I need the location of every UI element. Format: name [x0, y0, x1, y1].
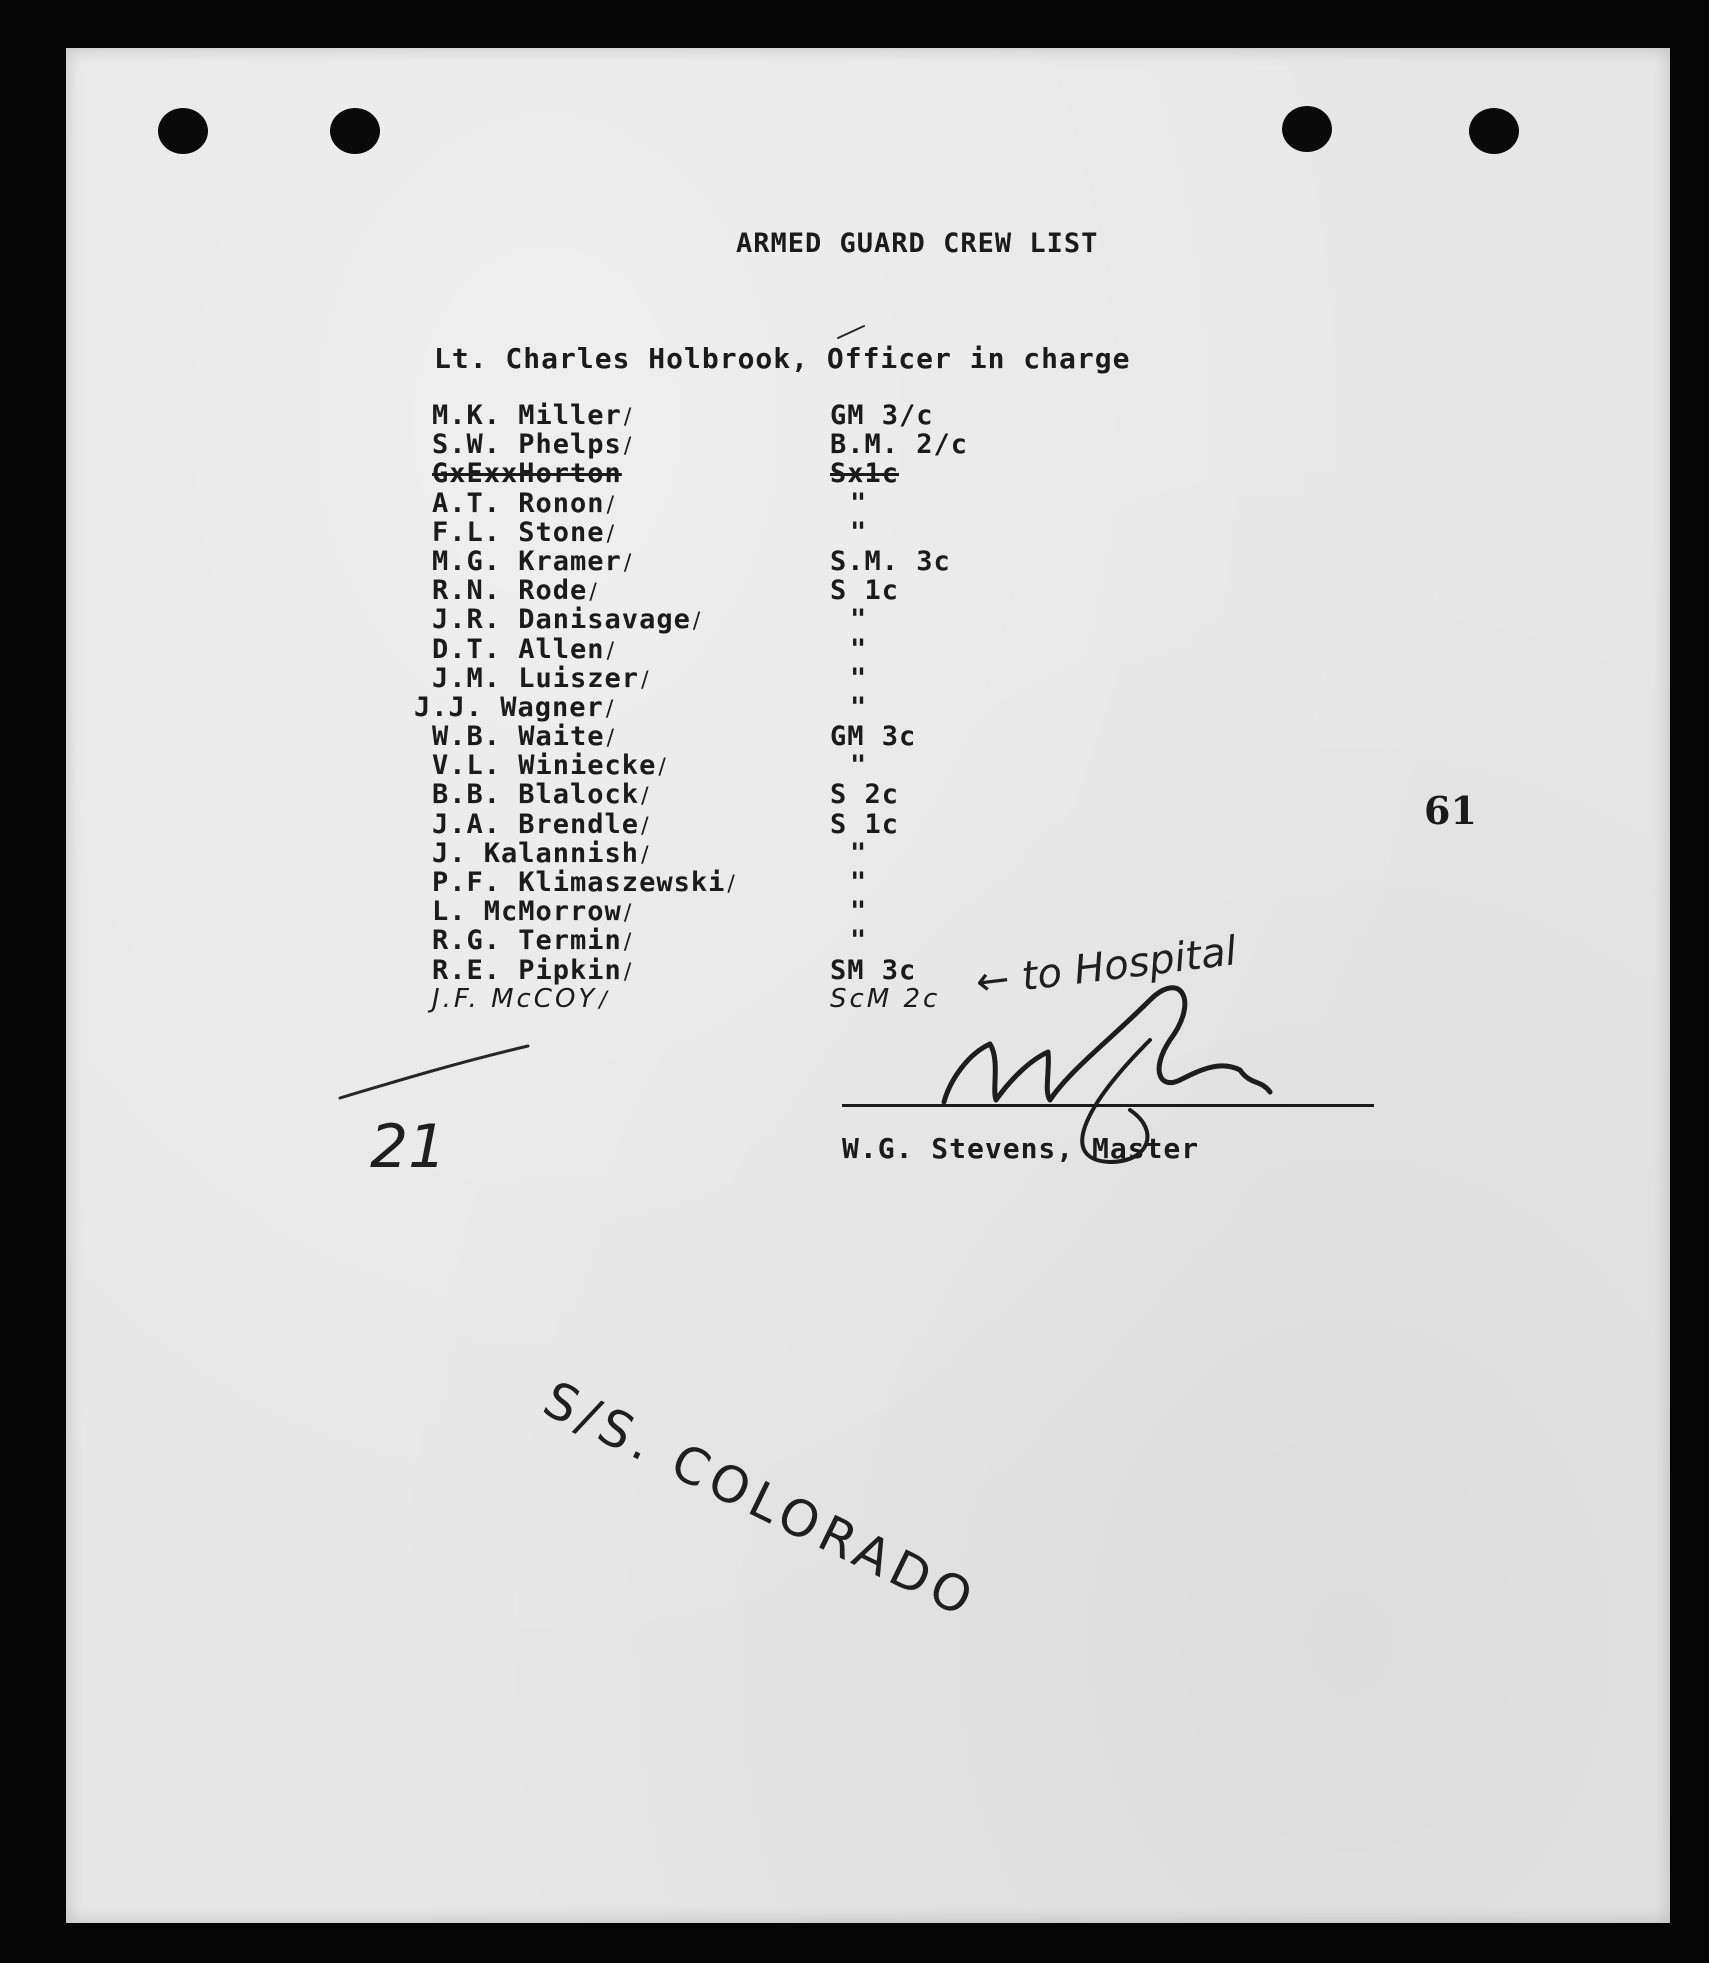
crew-rating: S 2c	[830, 779, 900, 811]
crew-rating: "	[850, 662, 868, 694]
crew-rating: "	[850, 691, 868, 723]
crew-name: A.T. Ronon/	[432, 487, 615, 519]
check-mark: /	[605, 696, 615, 722]
check-mark: /	[692, 609, 702, 635]
crew-rating: "	[850, 633, 868, 665]
punch-hole	[158, 108, 208, 154]
crew-rating: "	[850, 837, 868, 869]
crew-name: J.A. Brendle/	[432, 808, 650, 840]
crew-rating: "	[850, 896, 868, 928]
crew-name: GxExxHorton	[432, 458, 622, 490]
crew-name: R.E. Pipkin/	[432, 954, 633, 986]
check-mark: /	[658, 755, 667, 781]
crew-name: F.L. Stone/	[432, 516, 615, 548]
crew-rating: "	[850, 604, 868, 636]
crew-rating: GM 3c	[830, 721, 917, 753]
master-line: W.G. Stevens, Master	[842, 1132, 1200, 1165]
crew-rating: GM 3/c	[830, 400, 934, 431]
crew-rating: "	[850, 867, 868, 898]
crew-name: J.J. Wagner/	[414, 691, 615, 723]
crew-name: S.W. Phelps/	[432, 429, 633, 461]
crew-rating: ScM 2c	[830, 983, 941, 1014]
crew-rating: "	[850, 750, 868, 782]
crew-rating: S 1c	[830, 575, 900, 607]
crew-name: V.L. Winiecke/	[432, 750, 667, 782]
crew-name: P.F. Klimaszewski/	[432, 867, 736, 898]
crew-rating: "	[850, 487, 868, 519]
crew-name: W.B. Waite/	[432, 721, 615, 753]
crew-name: J. Kalannish/	[432, 837, 650, 869]
crew-name: J.R. Danisavage/	[432, 604, 702, 636]
crew-name: R.G. Termin/	[432, 925, 633, 957]
check-mark: /	[589, 580, 598, 606]
crew-name: D.T. Allen/	[432, 633, 615, 665]
check-mark: /	[623, 550, 633, 576]
crew-count-note: 21	[370, 1112, 447, 1182]
crew-name: R.N. Rode/	[432, 575, 598, 607]
crew-rating: Sx1c	[830, 458, 900, 490]
crew-name: B.B. Blalock/	[432, 779, 650, 811]
check-mark: /	[641, 813, 650, 839]
crew-name: M.K. Miller/	[432, 400, 633, 431]
page-number: 61	[1424, 788, 1477, 833]
check-mark: /	[606, 492, 615, 518]
hospital-note: ← to Hospital	[973, 928, 1240, 1006]
ship-name-note: S/S. COLORADO	[534, 1370, 987, 1631]
check-mark: /	[606, 521, 615, 547]
crew-rating: SM 3c	[830, 954, 917, 986]
crew-rating: B.M. 2/c	[830, 429, 969, 461]
officer-in-charge-line: Lt. Charles Holbrook, Officer in charge	[434, 342, 1131, 375]
punch-hole	[1469, 108, 1519, 154]
crew-rating: S.M. 3c	[830, 545, 951, 577]
check-mark: /	[623, 405, 633, 430]
check-mark: /	[641, 667, 650, 693]
crew-name: L. McMorrow/	[432, 896, 633, 928]
check-mark: /	[606, 638, 615, 664]
crew-rating: S 1c	[830, 808, 900, 840]
check-mark: /	[623, 959, 633, 985]
check-mark: /	[641, 842, 650, 868]
check-mark: /	[641, 784, 650, 810]
punch-hole	[330, 108, 380, 154]
crew-rating: "	[850, 516, 868, 548]
check-mark: /	[623, 901, 633, 927]
crew-name: J.M. Luiszer/	[432, 662, 650, 694]
check-mark: /	[623, 434, 633, 460]
check-mark: /	[606, 726, 615, 752]
crew-name: J.F. McCOY/	[432, 983, 610, 1014]
check-mark: /	[623, 930, 633, 956]
check-mark: /	[727, 872, 736, 897]
document-title: ARMED GUARD CREW LIST	[736, 228, 1099, 259]
crew-rating: "	[850, 925, 868, 957]
punch-hole	[1282, 106, 1332, 152]
signature-line	[842, 1104, 1374, 1107]
check-mark: /	[599, 987, 610, 1013]
crew-name: M.G. Kramer/	[432, 545, 633, 577]
